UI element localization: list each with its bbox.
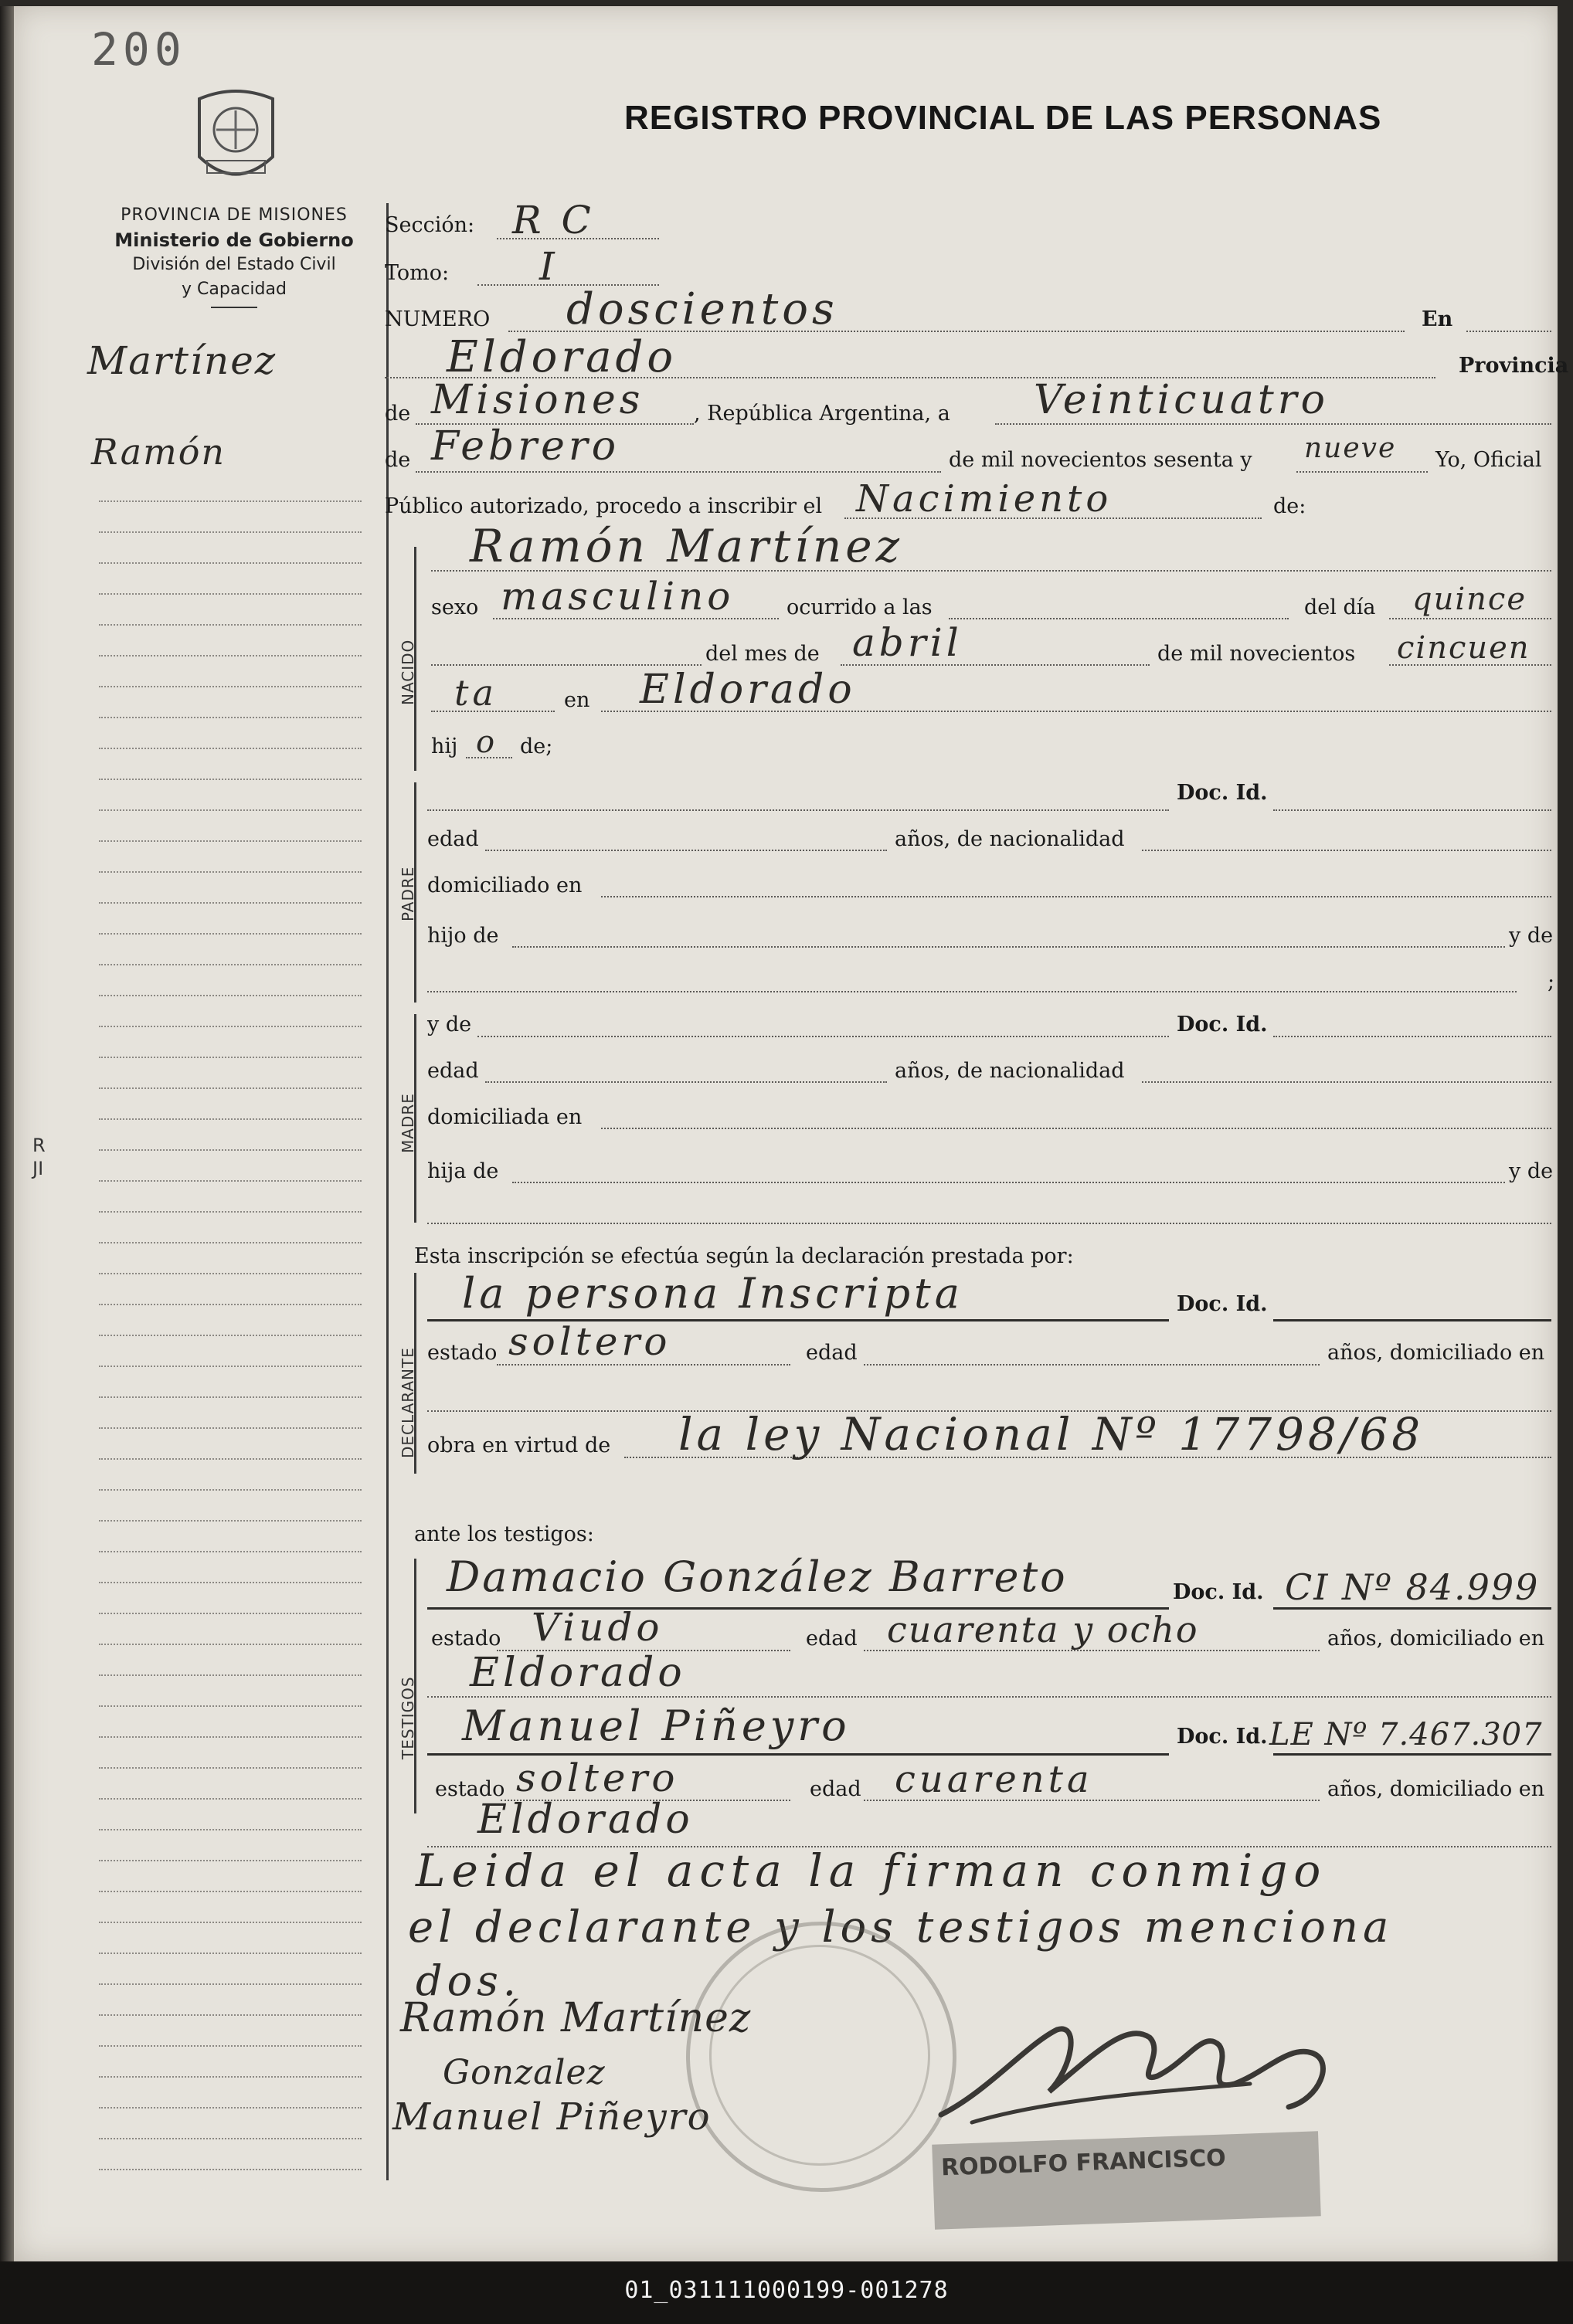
margin-ruled-line (99, 1613, 362, 1614)
margin-surname: Martínez (87, 338, 277, 383)
margin-ruled-line (99, 1118, 362, 1120)
madre-extra-line (427, 1223, 1551, 1224)
margin-ruled-line (99, 1551, 362, 1552)
value-testigo1-domicilio: Eldorado (470, 1650, 686, 1696)
madre-dom-line (601, 1128, 1551, 1129)
label-madre-edad: edad (427, 1059, 479, 1083)
margin-ruled-line (99, 1644, 362, 1645)
madre-edad-line (485, 1081, 887, 1083)
madre-name-line (477, 1036, 1169, 1037)
margin-ruled-line (99, 1736, 362, 1738)
label-testigo1-domicilio: años, domiciliado en (1327, 1627, 1545, 1651)
margin-ruled-line (99, 1520, 362, 1522)
label-publico: Público autorizado, procedo a inscribir el (385, 494, 823, 518)
margin-ruled-line (99, 779, 362, 780)
document-page (14, 6, 1569, 2261)
margin-ruled-line (99, 1211, 362, 1213)
label-de-2: de (385, 448, 411, 472)
value-declarante-estado: soltero (508, 1319, 671, 1364)
edge-marks (32, 1134, 46, 1180)
closing-note-line1: Leida el acta la firman conmigo (416, 1844, 1327, 1897)
official-seal (686, 1922, 956, 2192)
madre-hija-line (512, 1182, 1505, 1183)
margin-ruled-line (99, 1335, 362, 1336)
value-seccion: R C (512, 198, 595, 243)
agency-capacity: y Capacidad (182, 280, 287, 299)
margin-ruled-line (99, 1242, 362, 1243)
margin-ruled-line (99, 1860, 362, 1861)
value-testigo1-doc: CI Nº 84.999 (1285, 1566, 1540, 1608)
declarante-doc-line (1273, 1319, 1551, 1321)
value-dia-nac: quince (1412, 582, 1527, 617)
margin-ruled-line (99, 902, 362, 904)
margin-ruled-line (99, 1922, 362, 1923)
margin-ruled-line (99, 2107, 362, 2109)
testigo2-doc-line (1273, 1753, 1551, 1756)
agency-block (87, 203, 381, 308)
label-padre-y-de: y de (1509, 924, 1554, 948)
margin-ruled-line (99, 1829, 362, 1830)
label-de-semicolon: de; (520, 735, 553, 758)
value-lugar: Eldorado (640, 667, 856, 713)
label-provincia: Provincia (1459, 354, 1569, 378)
pre-mes-line (431, 664, 702, 666)
label-sexo: sexo (431, 595, 479, 619)
padre-doc-line (1273, 809, 1551, 811)
margin-ruled-line (99, 1983, 362, 1985)
value-mes: Febrero (431, 423, 620, 470)
margin-ruled-line (99, 1798, 362, 1800)
label-de-1: de (385, 402, 411, 426)
label-testigo2-doc: Doc. Id. (1177, 1725, 1268, 1749)
margin-ruled-line (99, 809, 362, 811)
margin-ruled-line (99, 655, 362, 656)
margin-ruled-line (99, 1891, 362, 1892)
padre-extra-line (427, 991, 1517, 992)
value-nombre: Ramón Martínez (470, 520, 904, 572)
margin-ruled-line (99, 562, 362, 564)
label-hij: hij (431, 735, 458, 758)
value-obra: la ley Nacional Nº 17798/68 (678, 1408, 1425, 1461)
margin-ruled-line (99, 500, 362, 502)
dia-line (995, 423, 1551, 425)
closing-note-line2: el declarante y los testigos menciona (408, 1902, 1394, 1952)
value-testigo2-doc: LE Nº 7.467.307 (1269, 1717, 1543, 1752)
officer-stamp (932, 2131, 1321, 2229)
margin-ruled-line (99, 995, 362, 996)
label-numero: NUMERO (385, 307, 491, 331)
agency-rule (211, 307, 257, 308)
label-madre-y-de-2: y de (1509, 1159, 1554, 1183)
label-testigo1-edad: edad (806, 1627, 858, 1651)
testigo1-dom-line (427, 1696, 1551, 1698)
value-testigo2-domicilio: Eldorado (477, 1796, 694, 1843)
value-declarante-nombre: la persona Inscripta (462, 1269, 963, 1318)
value-testigo2-edad: cuarenta (895, 1758, 1093, 1801)
anio-line (1296, 471, 1428, 473)
mes-line (416, 471, 941, 473)
label-declarante-estado: estado (427, 1341, 498, 1365)
label-republica: , República Argentina, a (694, 402, 950, 426)
en-line (1466, 331, 1551, 332)
margin-ruled-line (99, 933, 362, 935)
margin-ruled-line (99, 964, 362, 965)
label-nacido: NACIDO (399, 639, 417, 705)
label-madre-domicilio: domiciliada en (427, 1105, 583, 1129)
padre-semicolon: ; (1548, 970, 1555, 994)
label-madre: MADRE (399, 1093, 417, 1153)
margin-ruled-line (99, 1489, 362, 1491)
label-testigo1-estado: estado (431, 1627, 501, 1651)
file-caption: 01_031111000199-001278 (624, 2277, 949, 2304)
label-testigos: TESTIGOS (399, 1676, 417, 1759)
label-padre: PADRE (399, 866, 417, 921)
label-tomo: Tomo: (385, 261, 450, 285)
page-number: 200 (91, 23, 186, 76)
book-spine (0, 6, 14, 2261)
margin-ruled-line (99, 1767, 362, 1769)
madre-doc-line (1273, 1036, 1551, 1037)
value-numero: doscientos (566, 284, 838, 334)
margin-ruled-line (99, 871, 362, 873)
value-hij-suffix: o (476, 724, 499, 760)
margin-ruled-line (99, 1952, 362, 1954)
closing-note-line3: dos. (416, 1956, 521, 2005)
label-del-mes: del mes de (705, 642, 820, 666)
margin-ruled-line (99, 1705, 362, 1707)
margin-given-name: Ramón (91, 431, 226, 473)
value-tomo: I (539, 244, 559, 289)
label-madre-y-de: y de (427, 1013, 472, 1036)
label-madre-hija-de: hija de (427, 1159, 499, 1183)
margin-ruled-line (99, 624, 362, 626)
signature-registrant: Ramón Martínez (400, 1995, 752, 2041)
label-declarante-edad: edad (806, 1341, 858, 1365)
value-dia: Veinticuatro (1034, 377, 1329, 423)
margin-ruled-line (99, 1087, 362, 1089)
margin-ruled-line (99, 840, 362, 842)
margin-ruled-line (99, 2169, 362, 2170)
agency-ministry: Ministerio de Gobierno (114, 229, 354, 251)
label-del-dia: del día (1304, 595, 1376, 619)
label-declarante-doc: Doc. Id. (1177, 1292, 1268, 1316)
hora-line (949, 618, 1289, 619)
margin-ruled-line (99, 1582, 362, 1583)
label-declaracion: Esta inscripción se efectúa según la declaración prestada por: (414, 1244, 1074, 1268)
label-ocurrido: ocurrido a las (786, 595, 933, 619)
label-mil-novecientos: de mil novecientos (1157, 642, 1356, 666)
label-testigo2-estado: estado (435, 1777, 505, 1801)
value-acto: Nacimiento (856, 477, 1113, 521)
label-testigo2-edad: edad (810, 1777, 861, 1801)
margin-ruled-line (99, 1396, 362, 1398)
padre-name-line (427, 809, 1169, 811)
label-ante-testigos: ante los testigos: (414, 1522, 594, 1546)
officer-signature-icon (926, 1999, 1358, 2138)
margin-ruled-line (99, 1180, 362, 1182)
padre-hijo-line (512, 946, 1505, 948)
value-provincia: Misiones (431, 377, 644, 423)
value-anio-suffix: nueve (1304, 433, 1397, 464)
label-padre-doc: Doc. Id. (1177, 781, 1268, 805)
provincial-crest-icon (192, 83, 280, 192)
officer-stamp-text: RODOLFO FRANCISCO (940, 2144, 1227, 2182)
label-obra: obra en virtud de (427, 1433, 611, 1457)
declarante-edad-line (864, 1364, 1320, 1366)
agency-division: División del Estado Civil (132, 255, 336, 274)
document-title: REGISTRO PROVINCIAL DE LAS PERSONAS (624, 99, 1382, 137)
margin-ruled-line (99, 1674, 362, 1676)
edge-mark-1: R (32, 1135, 46, 1156)
margin-ruled-line (99, 531, 362, 533)
label-en-lugar: en (564, 688, 590, 712)
margin-ruled-line (99, 2045, 362, 2047)
value-testigo1-estado: Viudo (532, 1605, 664, 1650)
label-seccion: Sección: (385, 213, 475, 237)
margin-ruled-line (99, 1427, 362, 1429)
value-testigo1-nombre: Damacio González Barreto (447, 1552, 1068, 1601)
margin-ruled-line (99, 1273, 362, 1274)
value-sexo: masculino (501, 574, 735, 619)
label-testigo2-domicilio: años, domiciliado en (1327, 1777, 1545, 1801)
value-localidad: Eldorado (447, 332, 678, 382)
margin-ruled-line (99, 748, 362, 749)
label-en: En (1422, 307, 1453, 331)
value-mes-nac: abril (852, 620, 963, 665)
value-testigo1-edad: cuarenta y ocho (887, 1609, 1199, 1651)
value-testigo2-estado: soltero (516, 1756, 679, 1800)
padre-edad-line (485, 850, 887, 851)
margin-ruled-line (99, 1458, 362, 1460)
agency-province: PROVINCIA DE MISIONES (121, 205, 348, 225)
margin-ruled-line (99, 1366, 362, 1367)
margin-ruled-line (99, 1026, 362, 1027)
label-declarante: DECLARANTE (399, 1347, 417, 1458)
margin-ruled-line (99, 686, 362, 687)
label-madre-doc: Doc. Id. (1177, 1013, 1268, 1036)
label-de-colon: de: (1273, 494, 1306, 518)
margin-ruled-line (99, 2014, 362, 2016)
label-padre-hijo-de: hijo de (427, 924, 499, 948)
margin-ruled-line (99, 717, 362, 718)
margin-ruled-line (99, 1304, 362, 1305)
padre-dom-line (601, 896, 1551, 897)
dia-nac-line (1389, 618, 1551, 619)
margin-ruled-line (99, 2138, 362, 2139)
margin-ruled-line (99, 2076, 362, 2078)
padre-nac-line (1142, 850, 1551, 851)
edge-mark-2: JI (32, 1158, 44, 1179)
declarante-estado-line (497, 1364, 790, 1366)
value-anio-nac-2: ta (454, 672, 498, 714)
margin-ruled-line (99, 1149, 362, 1151)
label-mil-sesenta: de mil novecientos sesenta y (949, 448, 1252, 472)
label-padre-domicilio: domiciliado en (427, 874, 583, 897)
label-declarante-domicilio: años, domiciliado en (1327, 1341, 1545, 1365)
label-padre-edad: edad (427, 827, 479, 851)
margin-ruled-line (99, 1057, 362, 1058)
label-padre-nacionalidad: años, de nacionalidad (895, 827, 1125, 851)
label-testigo1-doc: Doc. Id. (1173, 1580, 1264, 1604)
signature-witness-1: Gonzalez (443, 2053, 606, 2092)
madre-nac-line (1142, 1081, 1551, 1083)
margin-ruled-line (99, 593, 362, 595)
label-yo-oficial: Yo, Oficial (1435, 448, 1542, 472)
signature-witness-2: Manuel Piñeyro (392, 2095, 712, 2139)
value-testigo2-nombre: Manuel Piñeyro (462, 1701, 851, 1750)
label-madre-nacionalidad: años, de nacionalidad (895, 1059, 1125, 1083)
value-anio-nac-1: cincuen (1397, 630, 1531, 666)
